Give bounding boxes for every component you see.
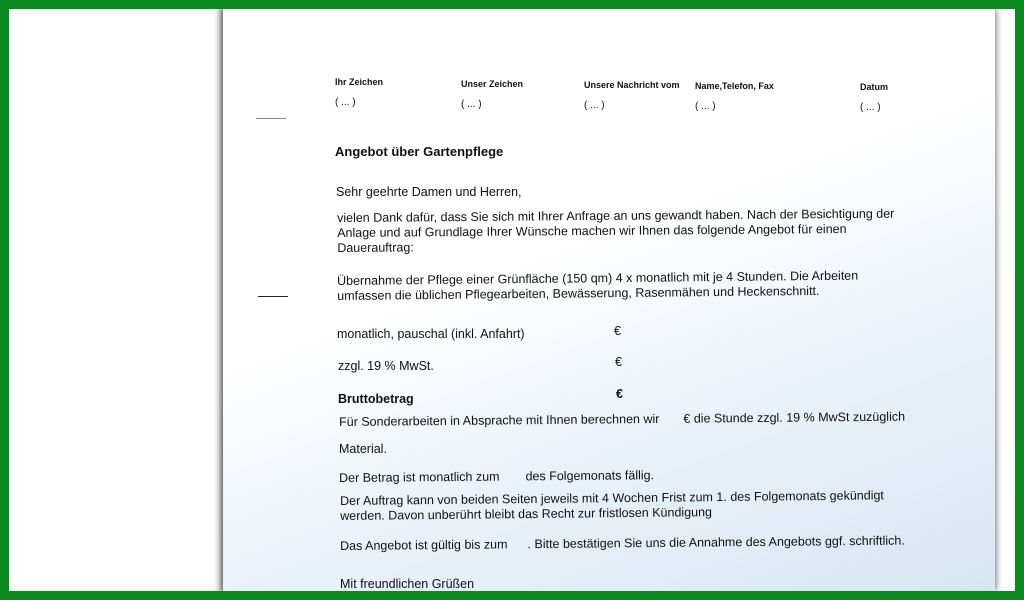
vat-currency: € xyxy=(615,355,622,369)
due-text-a: Der Betrag ist monatlich zum xyxy=(339,469,500,485)
scope-paragraph xyxy=(337,269,858,304)
intro-line: Dauerauftrag: xyxy=(337,240,414,255)
fold-mark-middle xyxy=(258,296,288,297)
header-value: ( ... ) xyxy=(461,99,482,110)
scope-line: umfassen die üblichen Pflegearbeiten, Bewässerung, Rasenmähen und Heckenschnitt. xyxy=(337,283,820,303)
intro-line: Anlage und auf Grundlage Ihrer Wünsche machen wir Ihnen das folgende Angebot für einen xyxy=(337,221,847,240)
header-field-ihr-zeichen xyxy=(335,77,383,108)
termination-line: werden. Davon unberührt bleibt das Recht zur fristlosen Kündigung xyxy=(340,505,713,523)
header-field-unser-zeichen xyxy=(461,79,523,110)
fold-mark-top xyxy=(256,118,286,119)
right-page-edge xyxy=(995,9,1015,591)
gross-label: Bruttobetrag xyxy=(338,392,414,406)
gross-currency: € xyxy=(616,387,623,401)
header-value: ( ... ) xyxy=(584,100,605,111)
header-field-datum xyxy=(860,82,888,113)
validity-line xyxy=(340,534,905,554)
header-value: ( ... ) xyxy=(335,97,356,108)
due-line xyxy=(339,468,654,486)
vat-label: zzgl. 19 % MwSt. xyxy=(338,359,434,373)
intro-line: vielen Dank dafür, dass Sie sich mit Ihrer Anfrage an uns gewandt haben. Nach der Besichtigung der xyxy=(337,206,895,225)
validity-text-a: Das Angebot ist gültig bis zum xyxy=(340,537,508,553)
header-label: Unser Zeichen xyxy=(461,79,524,89)
termination-line: Der Auftrag kann von beiden Seiten jeweils mit 4 Wochen Frist zum 1. des Folgemonats gekündigt xyxy=(340,488,884,508)
header-value: ( ... ) xyxy=(860,102,881,113)
termination-paragraph xyxy=(340,488,884,524)
extra-work-text-b: € die Stunde zzgl. 19 % MwSt zuzüglich xyxy=(683,409,906,426)
header-label: Ihr Zeichen xyxy=(335,77,384,87)
header-value: ( ... ) xyxy=(695,101,716,112)
header-field-unsere-nachricht xyxy=(584,80,680,111)
scope-line: Übernahme der Pflege einer Grünfläche (150 qm) 4 x monatlich mit je 4 Stunden. Die Arbeiten xyxy=(337,268,859,288)
extra-work-line xyxy=(339,410,905,430)
intro-paragraph xyxy=(337,207,895,256)
header-label: Unsere Nachricht vom xyxy=(584,80,680,90)
monthly-price-label: monatlich, pauschal (inkl. Anfahrt) xyxy=(337,327,525,341)
due-text-b: des Folgemonats fällig. xyxy=(525,468,655,484)
header-label: Datum xyxy=(860,82,889,92)
document-page xyxy=(223,9,995,591)
header-field-name-telefon xyxy=(695,81,774,112)
salutation: Sehr geehrte Damen und Herren, xyxy=(336,185,522,199)
monthly-price-currency: € xyxy=(614,324,621,338)
extra-work-material: Material. xyxy=(339,442,387,456)
subject-line: Angebot über Gartenpflege xyxy=(335,144,504,159)
closing: Mit freundlichen Grüßen xyxy=(340,577,475,591)
left-page xyxy=(9,9,223,591)
validity-text-b: . Bitte bestätigen Sie uns die Annahme des Angebots ggf. schriftlich. xyxy=(527,533,905,552)
extra-work-text-a: Für Sonderarbeiten in Absprache mit Ihnen berechnen wir xyxy=(339,411,660,429)
header-label: Name,Telefon, Fax xyxy=(695,81,774,91)
